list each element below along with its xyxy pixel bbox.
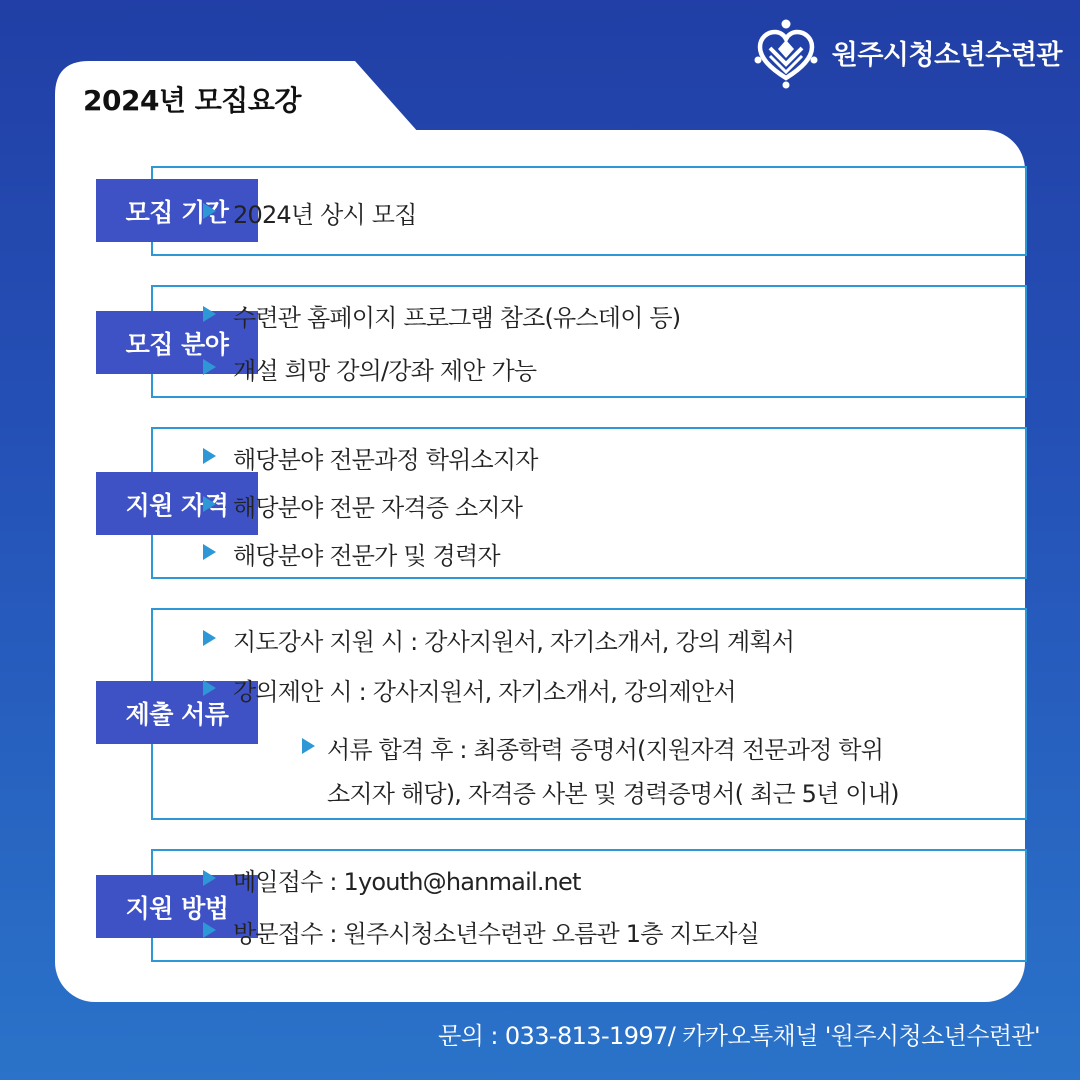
brand-logo (748, 14, 1062, 90)
triangle-right-icon (203, 496, 216, 512)
list-item: 수련관 홈페이지 프로그램 참조(유스데이 등) (233, 304, 681, 332)
heart-leaf-logo-icon (748, 14, 824, 90)
triangle-right-icon (203, 870, 216, 886)
section-label-documents: 제출 서류 (96, 681, 258, 744)
triangle-right-icon (203, 448, 216, 464)
list-item: 해당분야 전문가 및 경력자 (233, 542, 500, 570)
list-item: 메일접수 : 1youth@hanmail.net (233, 868, 581, 896)
triangle-right-icon (203, 203, 216, 219)
list-item: 지도강사 지원 시 : 강사지원서, 자기소개서, 강의 계획서 (233, 628, 795, 656)
list-item: 해당분야 전문 자격증 소지자 (233, 494, 523, 522)
list-item-continued: 소지자 해당), 자격증 사본 및 경력증명서( 최근 5년 이내) (327, 780, 899, 808)
title-tab (55, 61, 419, 133)
list-item: 2024년 상시 모집 (233, 201, 417, 229)
triangle-right-icon (203, 359, 216, 375)
section-label-method: 지원 방법 (96, 875, 258, 938)
contact-footer: 문의 : 033-813-1997/ 카카오톡채널 '원주시청소년수련관' (438, 1022, 1040, 1050)
triangle-right-icon (203, 306, 216, 322)
section-label-qualification: 지원 자격 (96, 472, 258, 535)
section-label-period: 모집 기간 (96, 179, 258, 242)
list-item: 강의제안 시 : 강사지원서, 자기소개서, 강의제안서 (233, 678, 736, 706)
triangle-right-icon (302, 738, 315, 754)
list-item: 개설 희망 강의/강좌 제안 가능 (233, 357, 537, 385)
content-card (55, 130, 1025, 1002)
list-item: 서류 합격 후 : 최종학력 증명서(지원자격 전문과정 학위 (327, 736, 884, 764)
section-label-field: 모집 분야 (96, 311, 258, 374)
list-item: 해당분야 전문과정 학위소지자 (233, 446, 538, 474)
page-title: 2024년 모집요강 (83, 84, 301, 117)
triangle-right-icon (203, 630, 216, 646)
brand-name: 원주시청소년수련관 (831, 39, 1062, 71)
triangle-right-icon (203, 680, 216, 696)
triangle-right-icon (203, 544, 216, 560)
list-item: 방문접수 : 원주시청소년수련관 오름관 1층 지도자실 (233, 920, 759, 948)
triangle-right-icon (203, 922, 216, 938)
